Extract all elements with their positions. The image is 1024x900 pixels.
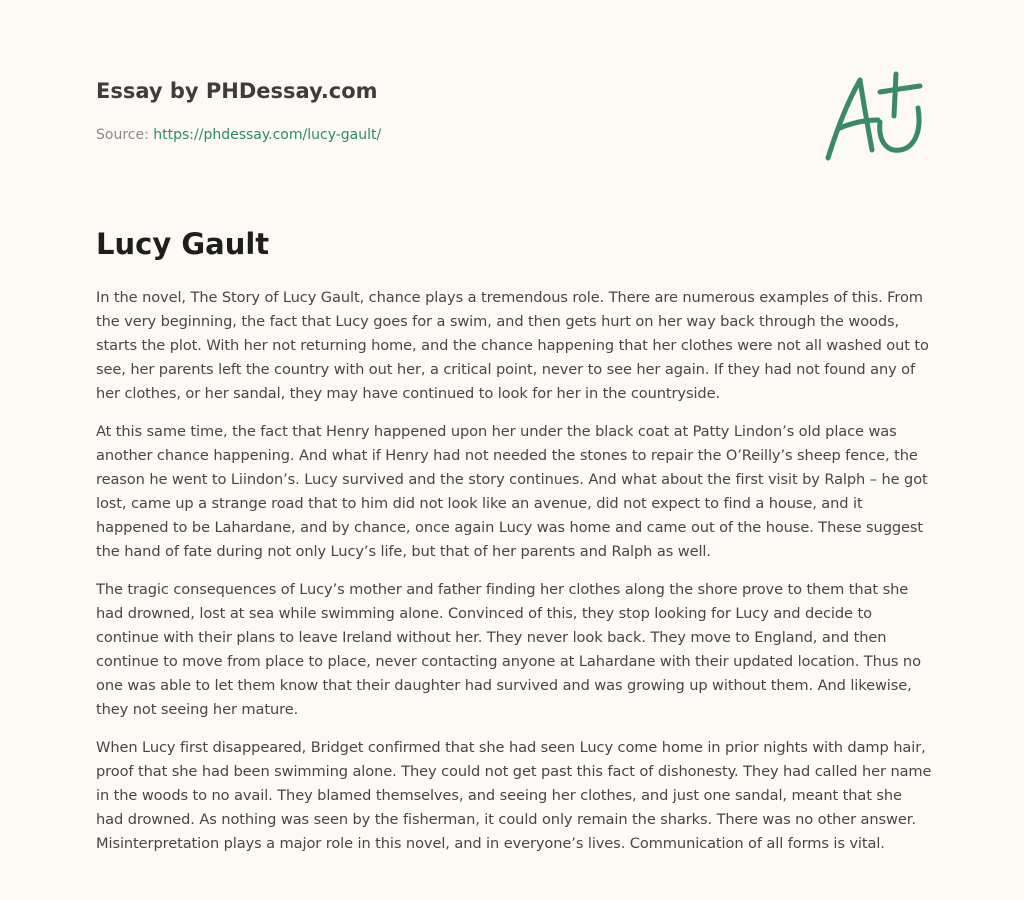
page-header [96,78,796,144]
paragraph: The tragic consequences of Lucy’s mother and father finding her clothes along the shore prove to them that she had drowned, lost at sea while swimming alone. Convinced of this, they stop looking for Lucy and decide to continue with their plans to leave Ireland without her. They never look back. They move to England, and then continue to move from place to place, never contacting anyone at Lahardane with their updated location. Thus no one was able to let them know that their daughter had survived and was growing up without them. And likewise, they not seeing her mature. [96,581,921,718]
essay-body [96,286,932,870]
site-title: Essay by PHDessay.com [96,79,378,103]
document-title: Lucy Gault [96,227,270,261]
source-label: Source: [96,127,154,143]
paragraph: When Lucy first disappeared, Bridget confirmed that she had seen Lucy come home in prior nights with damp hair, proof that she had been swimming alone. They could not get past this fact of dishonesty. They had called her name in the woods to no avail. They blamed themselves, and seeing her clothes, and just one sandal, meant that she had drowned. As nothing was seen by the fisherman, it could only remain the sharks. There was no other answer. Misinterpretation plays a major role in this novel, and in everyone’s lives. Communication of all forms is vital. [96,739,932,852]
source-line [96,126,796,144]
a-plus-logo-icon [820,66,930,166]
paragraph: In the novel, The Story of Lucy Gault, chance plays a tremendous role. There are numerous examples of this. From the very beginning, the fact that Lucy goes for a swim, and then gets hurt on her way back through the woods, starts the plot. With her not returning home, and the chance happening that her clothes were not all washed out to see, her parents left the country with out her, a critical point, never to see her again. If they had not found any of her clothes, or her sandal, they may have continued to look for her in the countryside. [96,289,929,402]
paragraph: At this same time, the fact that Henry happened upon her under the black coat at Patty Lindon’s old place was another chance happening. And what if Henry had not needed the stones to repair the O’Reilly’s sheep fence, the reason he went to Liindon’s. Lucy survived and the story continues. And what about the first visit by Ralph – he got lost, came up a strange road that to him did not look like an avenue, did not expect to find a house, and it happened to be Lahardane, and by chance, once again Lucy was home and came out of the house. These suggest the hand of fate during not only Lucy’s life, but that of her parents and Ralph as well. [96,423,928,560]
source-link[interactable]: https://phdessay.com/lucy-gault/ [153,127,382,143]
